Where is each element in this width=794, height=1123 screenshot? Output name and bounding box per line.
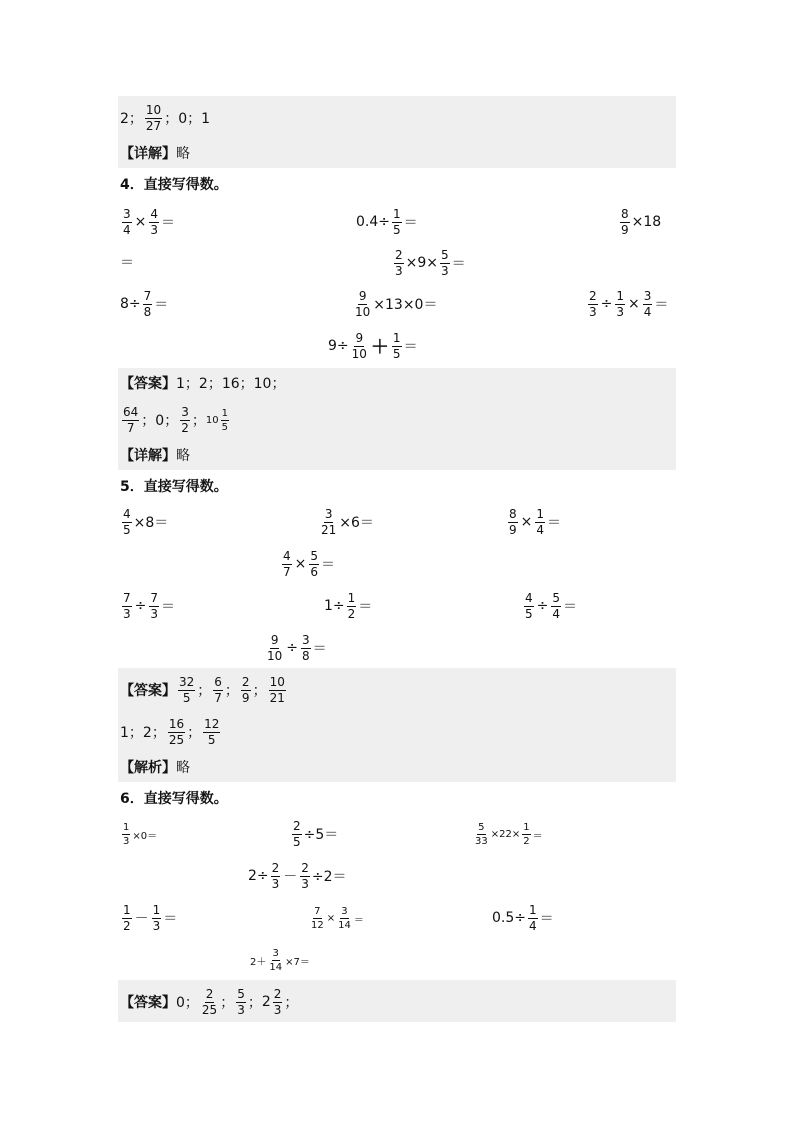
q4-expr-7: $\frac{2}{3}$ ÷ $\frac{1}{3}$ × $\frac{3}{4}$ ＝ — [589, 288, 669, 319]
fraction: $\frac{1}{5}$ — [221, 407, 228, 433]
fraction: $\frac{1}{2}$ — [523, 821, 530, 847]
q4-expr-6: $\frac{9}{10}$ ×13×0＝ — [355, 288, 438, 319]
fraction: $\frac{9}{10}$ — [355, 288, 371, 319]
q5-explain-line: 【解析】 略 — [120, 760, 190, 776]
q6-expr-1: $\frac{1}{3}$ ×0＝ — [123, 821, 158, 847]
q5-expr-8: $\frac{9}{10}$ ÷ $\frac{3}{8}$ ＝ — [267, 632, 327, 663]
fraction: $\frac{7}{8}$ — [143, 288, 152, 319]
fraction: $\frac{2}{3}$ — [589, 288, 597, 319]
fraction: $\frac{5}{6}$ — [310, 548, 319, 579]
fraction: $\frac{10}{27}$ — [145, 102, 162, 133]
q5-expr-5: $\frac{7}{3}$ ÷ $\frac{7}{3}$ ＝ — [123, 590, 176, 621]
fraction: $\frac{4}{7}$ — [283, 548, 291, 579]
fraction: $\frac{2}{9}$ — [241, 674, 250, 705]
q4-equals-wrap: ＝ — [120, 255, 134, 271]
q4-expr-8: 9÷ $\frac{9}{10}$ ＋ $\frac{1}{5}$ ＝ — [328, 330, 418, 361]
question-4-title: 4．直接写得数。 — [120, 177, 228, 193]
q5-expr-7: $\frac{4}{5}$ ÷ $\frac{5}{4}$ ＝ — [525, 590, 578, 621]
fraction: $\frac{3}{2}$ — [181, 404, 189, 435]
question-5-title: 5．直接写得数。 — [120, 479, 228, 495]
q6-expr-7: 0.5÷ $\frac{1}{4}$ ＝ — [492, 902, 554, 933]
fraction: $\frac{1}{4}$ — [536, 506, 545, 537]
fraction: $\frac{3}{4}$ — [123, 206, 131, 237]
q5-answer-line-1: 【答案】 $\frac{32}{5}$ ； $\frac{6}{7}$ ； $\frac{2}{9}$ ； $\frac{10}{21}$ — [120, 674, 285, 705]
q4-expr-1: $\frac{3}{4}$ × $\frac{4}{3}$ ＝ — [123, 206, 176, 237]
q4-explain-line: 【详解】 略 — [120, 448, 190, 464]
fraction: $\frac{4}{3}$ — [150, 206, 159, 237]
fraction: $\frac{1}{5}$ — [392, 330, 401, 361]
q6-expr-8: 2＋ $\frac{3}{14}$ ×7＝ — [250, 947, 310, 973]
fraction: $\frac{64}{7}$ — [123, 404, 139, 435]
fraction: $\frac{2}{5}$ — [293, 818, 301, 849]
q4-expr-2: 0.4÷ $\frac{1}{5}$ ＝ — [356, 206, 418, 237]
fraction: $\frac{8}{9}$ — [509, 506, 517, 537]
fraction: $\frac{1}{2}$ — [123, 902, 131, 933]
q5-expr-6: 1÷ $\frac{1}{2}$ ＝ — [324, 590, 373, 621]
q6-answer-line-1: 【答案】 0； $\frac{2}{25}$ ； $\frac{5}{3}$ ； 2 $\frac{2}{3}$ ； — [120, 986, 299, 1017]
fraction: $\frac{5}{4}$ — [552, 590, 561, 621]
mixed-number: 2 $\frac{2}{3}$ — [261, 986, 282, 1017]
fraction: $\frac{12}{5}$ — [204, 716, 220, 747]
fraction: $\frac{7}{3}$ — [123, 590, 131, 621]
q5-expr-2: $\frac{3}{21}$ ×6＝ — [321, 506, 374, 537]
fraction: $\frac{4}{5}$ — [123, 506, 131, 537]
question-6-title: 6．直接写得数。 — [120, 791, 228, 807]
fraction: $\frac{2}{3}$ — [395, 247, 403, 278]
q4-expr-3: $\frac{8}{9}$ ×18 — [621, 206, 662, 237]
fraction: $\frac{2}{25}$ — [201, 986, 218, 1017]
q4-answer-line-2: $\frac{64}{7}$ ；0； $\frac{3}{2}$ ； 10 $\frac{1}{5}$ — [120, 402, 231, 438]
fraction: $\frac{1}{4}$ — [529, 902, 537, 933]
q5-expr-4: $\frac{4}{7}$ × $\frac{5}{6}$ ＝ — [283, 548, 336, 579]
q6-expr-6: $\frac{7}{12}$ × $\frac{3}{14}$ ＝ — [311, 905, 364, 931]
fraction: $\frac{2}{3}$ — [273, 986, 282, 1017]
fraction: $\frac{10}{21}$ — [269, 674, 285, 705]
fraction: $\frac{2}{3}$ — [301, 860, 309, 891]
fraction: $\frac{5}{3}$ — [441, 247, 449, 278]
q4-expr-4: $\frac{2}{3}$ ×9× $\frac{5}{3}$ ＝ — [395, 247, 466, 278]
fraction: $\frac{6}{7}$ — [214, 674, 222, 705]
fraction: $\frac{3}{4}$ — [643, 288, 652, 319]
fraction: $\frac{32}{5}$ — [179, 674, 195, 705]
fraction: $\frac{7}{3}$ — [150, 590, 159, 621]
q4-answer-line-1: 【答案】 1；2；16；10； — [120, 376, 286, 392]
fraction: $\frac{8}{9}$ — [621, 206, 629, 237]
q6-expr-3: $\frac{5}{33}$ ×22× $\frac{1}{2}$ ＝ — [475, 821, 543, 847]
q6-expr-5: $\frac{1}{2}$ － $\frac{1}{3}$ ＝ — [123, 902, 178, 933]
fraction: $\frac{3}{21}$ — [321, 506, 337, 537]
fraction: $\frac{1}{3}$ — [152, 902, 161, 933]
q5-answer-line-2: 1；2； $\frac{16}{25}$ ； $\frac{12}{5}$ — [120, 716, 220, 747]
mixed-number: 10 $\frac{1}{5}$ — [205, 407, 228, 433]
fraction: $\frac{7}{12}$ — [311, 905, 324, 931]
fraction: $\frac{3}{14}$ — [338, 905, 351, 931]
fraction: $\frac{5}{3}$ — [237, 986, 245, 1017]
prev-answer-line: 2； $\frac{10}{27}$ ；0；1 — [120, 102, 211, 133]
q5-expr-3: $\frac{8}{9}$ × $\frac{1}{4}$ ＝ — [509, 506, 562, 537]
fraction: $\frac{4}{5}$ — [525, 590, 533, 621]
fraction: $\frac{3}{14}$ — [269, 947, 283, 973]
fraction: $\frac{9}{10}$ — [351, 330, 367, 361]
q6-expr-2: $\frac{2}{5}$ ÷5＝ — [293, 818, 339, 849]
fraction: $\frac{16}{25}$ — [168, 716, 185, 747]
q6-expr-4: 2÷ $\frac{2}{3}$ － $\frac{2}{3}$ ÷2＝ — [248, 860, 347, 891]
fraction: $\frac{9}{10}$ — [267, 632, 283, 663]
fraction: $\frac{2}{3}$ — [271, 860, 280, 891]
q4-expr-5: 8÷ $\frac{7}{8}$ ＝ — [120, 288, 169, 319]
q5-expr-1: $\frac{4}{5}$ ×8＝ — [123, 506, 169, 537]
fraction: $\frac{3}{8}$ — [302, 632, 310, 663]
fraction: $\frac{5}{33}$ — [475, 821, 488, 847]
fraction: $\frac{1}{3}$ — [616, 288, 625, 319]
fraction: $\frac{1}{2}$ — [347, 590, 356, 621]
fraction: $\frac{1}{3}$ — [123, 821, 130, 847]
explain-line: 【详解】 略 — [120, 146, 190, 162]
fraction: $\frac{1}{5}$ — [393, 206, 401, 237]
